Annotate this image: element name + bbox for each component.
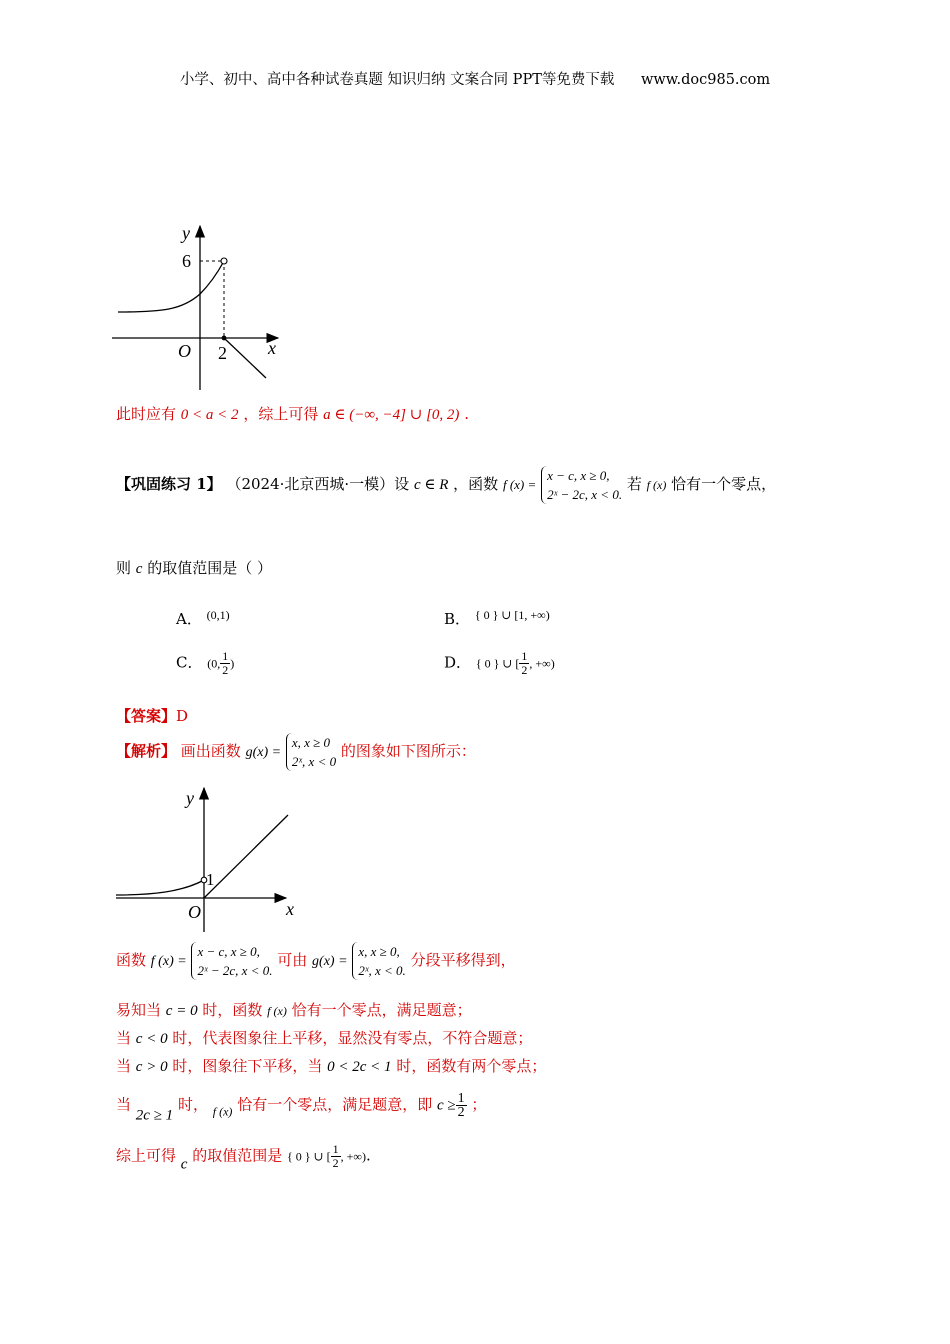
answer-value: D — [176, 707, 189, 725]
analysis-line-3: 当 c < 0 时，代表图象往上平移，显然没有零点，不符合题意； — [116, 1029, 533, 1047]
x-label: x — [268, 338, 276, 358]
answer-line: 【答案】D — [116, 707, 189, 725]
page-header — [0, 68, 950, 89]
option-d[interactable]: D． { 0 } ∪ [ $\frac{1}{2}$ , +∞) — [444, 649, 555, 677]
linear-ray — [224, 338, 266, 378]
exercise-piecewise: f (x) = x − c, x ≥ 0, 2ˣ − 2c, x < 0. — [502, 468, 623, 502]
exp-curve — [118, 261, 224, 312]
y-label: y — [182, 223, 190, 243]
g-piecewise: g(x) = x, x ≥ 0 2ˣ, x < 0 — [245, 735, 337, 769]
closed-point — [222, 336, 227, 341]
option-a[interactable]: A． $^{(0,1)}$ — [176, 608, 230, 628]
option-b[interactable]: B． $^{\{ 0 \} \cup [1, +\infty)}$ — [444, 608, 550, 628]
conclusion-line-1: 此时应有 0 < a < 2 ，综上可得 a ∈ (−∞, −4] ∪ [0, 2) . — [116, 405, 469, 423]
analysis-line-1: 函数 f (x) = x − c, x ≥ 0, 2ˣ − 2c, x < 0. 可由 g(x) = x, x ≥ 0, 2ˣ, x < 0. 分段平移得到， — [116, 944, 516, 978]
exp-curve — [116, 880, 204, 895]
exercise-label: 【巩固练习 1】 — [116, 475, 222, 493]
origin-label: O — [188, 902, 201, 922]
graph-piecewise-2 — [112, 784, 312, 934]
exercise-line-2: 则 c 的取值范围是（ ） — [116, 559, 273, 577]
tick-1: 1 — [206, 870, 215, 889]
tick-2: 2 — [218, 343, 227, 363]
analysis-line-5: 当 2c ≥ 1 时， $_{f (x)}$ 恰有一个零点，满足题意，即 c ≥ $\frac{1}{2}$ ； — [116, 1091, 487, 1124]
analysis-line-6: 综上可得 c 的取值范围是 { 0 } ∪ [ $\frac{1}{2}$ , +∞). — [116, 1142, 371, 1173]
option-c[interactable]: C． (0, $\frac{1}{2}$ ) — [176, 649, 235, 677]
line-y-eq-x — [204, 815, 288, 898]
origin-label: O — [178, 341, 191, 361]
tick-6: 6 — [182, 251, 191, 271]
header-text: 小学、初中、高中各种试卷真题 知识归纳 文案合同 PPT等免费下载 — [179, 72, 615, 88]
header-site-link[interactable]: www.doc985.com — [640, 72, 771, 88]
analysis-line-2: 易知当 c = 0 时，函数 f (x) 恰有一个零点，满足题意； — [116, 1001, 472, 1019]
x-label: x — [286, 899, 294, 919]
exercise-line: 【巩固练习 1】 （2024·北京西城·一模）设 c ∈ R ，函数 f (x) = x − c, x ≥ 0, 2ˣ − 2c, x < 0. 若 f (x) 恰有一个零点， — [116, 468, 777, 502]
analysis-intro: 【解析】 画出函数 g(x) = x, x ≥ 0 2ˣ, x < 0 的图象如下图所示： — [116, 735, 476, 769]
analysis-line-4: 当 c > 0 时，图象往下平移，当 0 < 2c < 1 时，函数有两个零点； — [116, 1057, 547, 1075]
graph-piecewise-1 — [112, 222, 292, 394]
open-point — [221, 258, 227, 264]
y-label: y — [186, 788, 194, 808]
